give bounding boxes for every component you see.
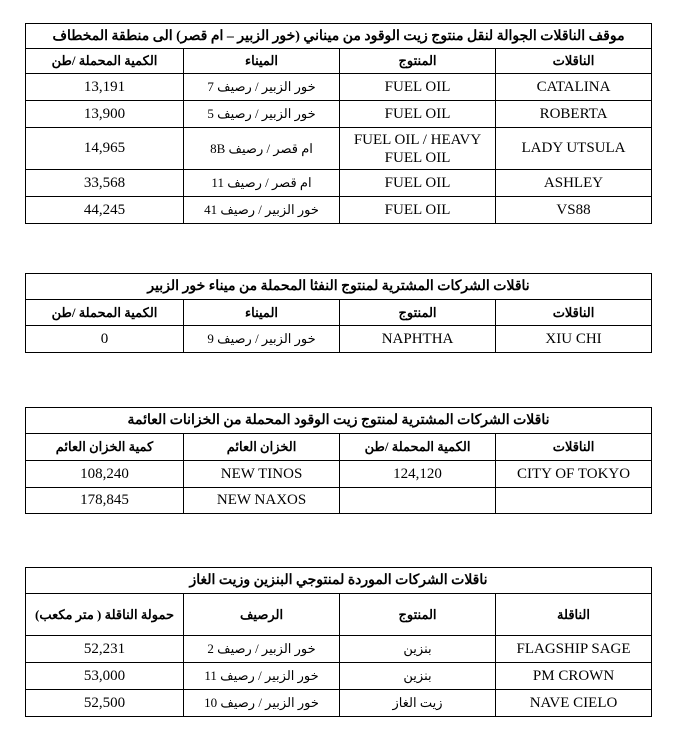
berth: خور الزبير / رصيف 10 [184, 690, 340, 717]
header-product: المنتوج [340, 300, 496, 326]
table-row [26, 461, 652, 488]
port: خور الزبير / رصيف 41 [184, 197, 340, 224]
port: خور الزبير / رصيف 7 [184, 74, 340, 101]
table-title: ناقلات الشركات المشترية لمنتوج النفثا المحملة من ميناء خور الزبير [26, 274, 652, 300]
tanker-name: ASHLEY [496, 170, 652, 197]
quantity: 124,120 [340, 461, 496, 488]
floating-tank: NEW TINOS [184, 461, 340, 488]
quantity: 13,900 [26, 101, 184, 128]
header-loaded-quantity: الكمية المحملة /طن [26, 49, 184, 74]
naphtha-buyers-table [25, 273, 652, 353]
gasoline-gasoil-suppliers-table [25, 567, 652, 717]
header-tanker-capacity: حمولة الناقلة ( متر مكعب) [26, 594, 184, 636]
table-row [26, 690, 652, 717]
header-tanker: الناقلة [496, 594, 652, 636]
table-row [26, 74, 652, 101]
capacity: 52,231 [26, 636, 184, 663]
table-row [26, 663, 652, 690]
tank-quantity: 108,240 [26, 461, 184, 488]
table-row [26, 197, 652, 224]
product: بنزين [340, 636, 496, 663]
floating-storage-buyers-table [25, 407, 652, 514]
quantity: 13,191 [26, 74, 184, 101]
header-port: الميناء [184, 49, 340, 74]
product: بنزين [340, 663, 496, 690]
quantity: 33,568 [26, 170, 184, 197]
port: خور الزبير / رصيف 9 [184, 326, 340, 353]
port: ام قصر / رصيف 11 [184, 170, 340, 197]
quantity: 44,245 [26, 197, 184, 224]
table-row [26, 170, 652, 197]
table-title: ناقلات الشركات المشترية لمنتوج زيت الوقود المحملة من الخزانات العائمة [26, 408, 652, 434]
product: FUEL OIL / HEAVY FUEL OIL [340, 128, 496, 170]
floating-tankers-fuel-oil-table [25, 23, 652, 224]
product: زيت الغاز [340, 690, 496, 717]
tanker-name: CITY OF TOKYO [496, 461, 652, 488]
header-product: المنتوج [340, 594, 496, 636]
header-floating-tank-quantity: كمية الخزان العائم [26, 434, 184, 461]
berth: خور الزبير / رصيف 2 [184, 636, 340, 663]
tanker-name: XIU CHI [496, 326, 652, 353]
quantity [340, 488, 496, 514]
capacity: 53,000 [26, 663, 184, 690]
tanker-name [496, 488, 652, 514]
table-title: موقف الناقلات الجوالة لنقل منتوج زيت الوقود من ميناني (خور الزبير – ام قصر) الى منطقة المخطاف [26, 24, 652, 49]
quantity: 14,965 [26, 128, 184, 170]
header-tankers: الناقلات [496, 300, 652, 326]
product: FUEL OIL [340, 170, 496, 197]
tanker-name: FLAGSHIP SAGE [496, 636, 652, 663]
table-row [26, 101, 652, 128]
tanker-name: VS88 [496, 197, 652, 224]
product: FUEL OIL [340, 197, 496, 224]
tanker-name: CATALINA [496, 74, 652, 101]
header-tankers: الناقلات [496, 434, 652, 461]
header-product: المنتوج [340, 49, 496, 74]
table-row [26, 326, 652, 353]
table-row [26, 128, 652, 170]
table-row [26, 488, 652, 514]
tanker-name: PM CROWN [496, 663, 652, 690]
product: FUEL OIL [340, 74, 496, 101]
header-loaded-quantity: الكمية المحملة /طن [340, 434, 496, 461]
quantity: 0 [26, 326, 184, 353]
port: ام قصر / رصيف 8B [184, 128, 340, 170]
capacity: 52,500 [26, 690, 184, 717]
header-floating-tank: الخزان العائم [184, 434, 340, 461]
table-title: ناقلات الشركات الموردة لمنتوجي البنزين وزيت الغاز [26, 568, 652, 594]
header-tankers: الناقلات [496, 49, 652, 74]
tanker-name: NAVE CIELO [496, 690, 652, 717]
floating-tank: NEW NAXOS [184, 488, 340, 514]
tank-quantity: 178,845 [26, 488, 184, 514]
port: خور الزبير / رصيف 5 [184, 101, 340, 128]
header-port: الميناء [184, 300, 340, 326]
header-berth: الرصيف [184, 594, 340, 636]
header-loaded-quantity: الكمية المحملة /طن [26, 300, 184, 326]
product: FUEL OIL [340, 101, 496, 128]
table-row [26, 636, 652, 663]
berth: خور الزبير / رصيف 11 [184, 663, 340, 690]
tanker-name: LADY UTSULA [496, 128, 652, 170]
tanker-name: ROBERTA [496, 101, 652, 128]
product: NAPHTHA [340, 326, 496, 353]
